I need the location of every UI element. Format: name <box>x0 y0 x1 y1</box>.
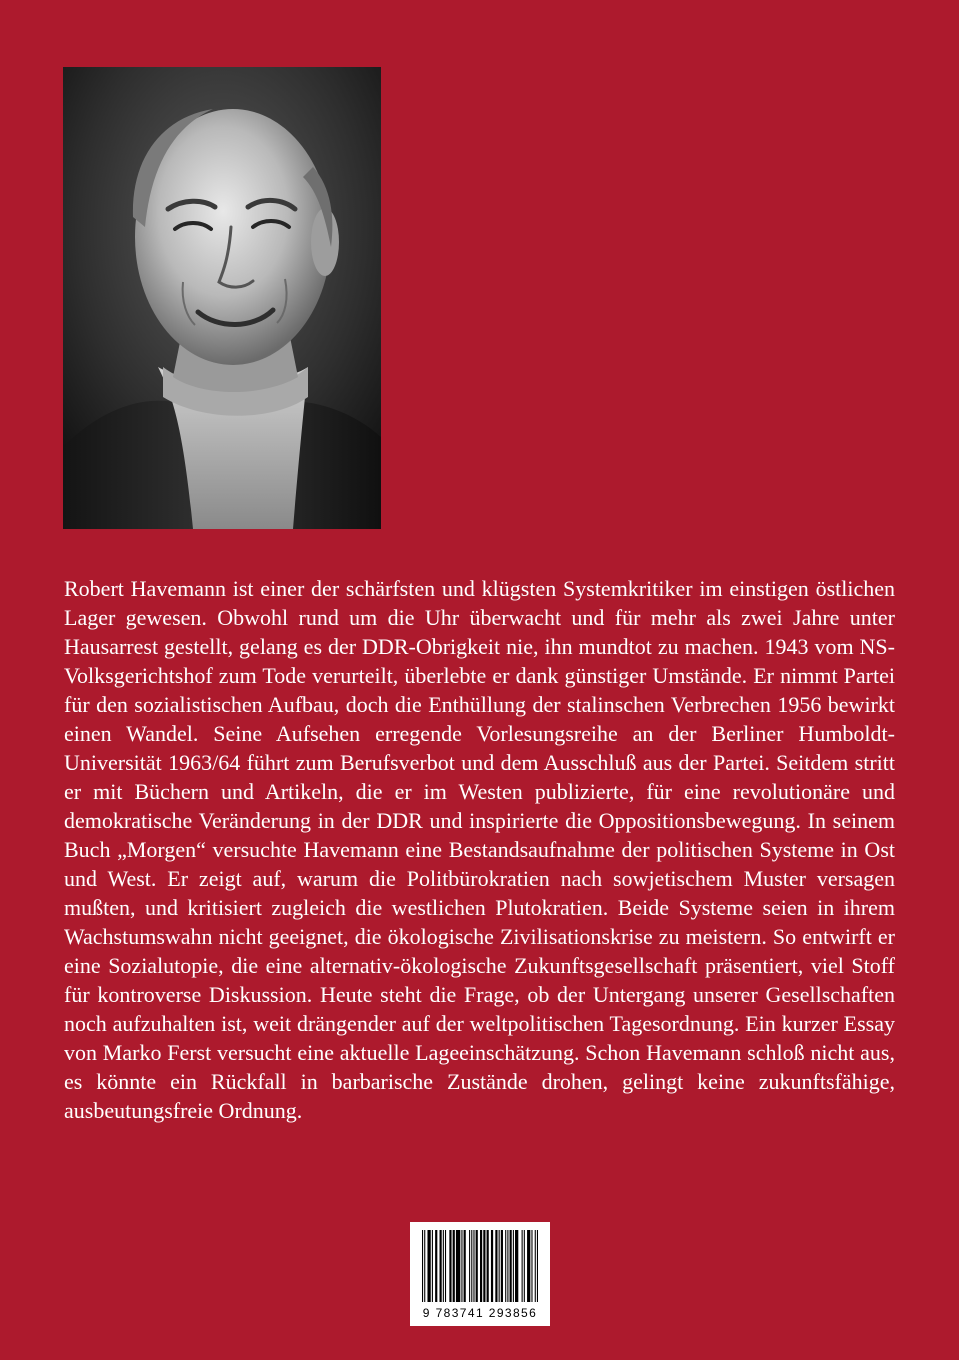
barcode-bar <box>505 1230 506 1302</box>
barcode-bar <box>469 1230 470 1302</box>
barcode-bar <box>449 1230 451 1302</box>
barcode-bar <box>483 1230 485 1302</box>
barcode-bar <box>461 1230 462 1302</box>
barcode-bar <box>445 1230 446 1302</box>
barcode-bar <box>495 1230 497 1302</box>
portrait-photo-icon <box>63 67 381 529</box>
barcode-bar <box>515 1230 518 1302</box>
barcode-bar <box>510 1230 512 1302</box>
barcode-bar <box>456 1230 460 1302</box>
author-portrait-photo <box>63 67 381 529</box>
barcode-bar <box>473 1230 474 1302</box>
barcode-bar <box>531 1230 532 1302</box>
barcode-bar <box>422 1230 423 1302</box>
barcode-bar <box>524 1230 525 1302</box>
barcode-bar <box>464 1230 466 1302</box>
barcode-bar <box>527 1230 530 1302</box>
back-cover-blurb: Robert Havemann ist einer der schärfsten und klügsten Systemkritiker im einstigen östlichen Lager gewesen. Obwohl rund um die Uhr überwacht und für mehr als zwei Jahre unter Hausarrest gestellt, gelang es der DDR-Obrigkeit nie, ihn mundtot zu machen. 1943 vom NS-Volksgerichtshof zum Tode verurteilt, überlebte er dank günstiger Umstände. Er nimmt Partei für den sozialistischen Aufbau, doch die Enthüllung der stalinschen Verbrechen 1956 bewirkt einen Wandel. Seine Aufsehen erregende Vorlesungsreihe an der Berliner Humboldt-Universität 1963/64 führt zum Berufsverbot und dem Ausschluß aus der Partei. Seitdem stritt er mit Büchern und Artikeln, die er im Westen publizierte, für eine revolutionäre und demokratische Veränderung in der DDR und inspirierte die Oppositionsbewegung. In seinem Buch „Morgen“ versuchte Havemann eine Bestandsaufnahme der politischen Systeme in Ost und West. Er zeigt auf, warum die Politbürokratien nach sowjetischem Muster versagen mußten, und kritisiert zugleich die westlichen Plutokratien. Beide Systeme seien in ihrem Wachstumswahn nicht geeignet, die ökologische Zivilisationskrise zu meistern. So entwirft er eine Sozialutopie, die eine alternativ-ökologische Zukunftsgesellschaft präsentiert, viel Stoff für kontroverse Diskussion. Heute steht die Frage, ob der Untergang unserer Gesellschaften noch aufzuhalten ist, weit drängender auf der weltpolitischen Tagesordnung. Ein kurzer Essay von Marko Ferst versucht eine aktuelle Lageeinschätzung. Schon Havemann schloß nicht aus, es könnte ein Rückfall in barbarische Zustände drohen, gelingt keine zukunftsfähige, ausbeutungsfreie Ordnung. <box>64 576 895 1123</box>
barcode-bar <box>440 1230 442 1302</box>
barcode-bar <box>453 1230 455 1302</box>
barcode-bar <box>427 1230 430 1302</box>
isbn-barcode <box>410 1222 550 1326</box>
barcode-bar <box>507 1230 508 1302</box>
barcode-bar <box>471 1230 472 1302</box>
isbn-number: 9 783741 293856 <box>422 1306 538 1320</box>
barcode-bar <box>476 1230 478 1302</box>
barcode-bar <box>501 1230 503 1302</box>
barcode-bar <box>480 1230 482 1302</box>
barcode-bar <box>522 1230 523 1302</box>
barcode-bar <box>443 1230 444 1302</box>
barcode-bar <box>499 1230 500 1302</box>
barcode-bar <box>491 1230 493 1302</box>
barcode-bar <box>535 1230 536 1302</box>
barcode-bar <box>513 1230 514 1302</box>
barcode-bar <box>487 1230 489 1302</box>
barcode-bar <box>424 1230 425 1302</box>
barcode-bar <box>432 1230 433 1302</box>
barcode-bar <box>435 1230 437 1302</box>
barcode-bar <box>537 1230 538 1302</box>
